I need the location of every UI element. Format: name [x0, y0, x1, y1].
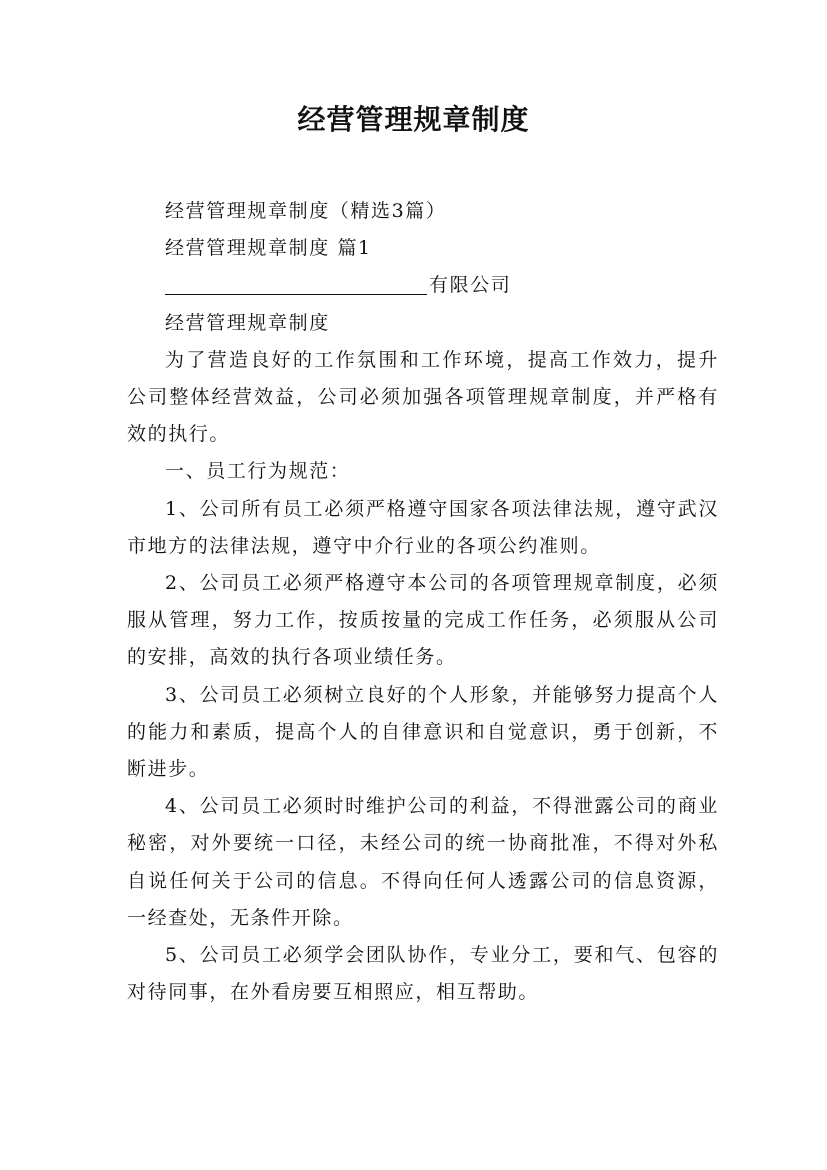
company-name-line — [127, 267, 719, 304]
intro-paragraph: 为了营造良好的工作氛围和工作环境，提高工作效力，提升公司整体经营效益，公司必须加强各项管理规章制度，并严格有效的执行。 — [127, 348, 719, 446]
rule-paragraph-1: 1、公司所有员工必须严格遵守国家各项法律法规，遵守武汉市地方的法律法规，遵守中介行业的各项公约准则。 — [127, 497, 719, 557]
document-title: 经营管理规章制度 — [297, 103, 530, 136]
subtitle-paragraph: 经营管理规章制度（精选3篇） — [165, 200, 447, 222]
rule-paragraph-5: 5、公司员工必须学会团队协作，专业分工，要和气、包容的对待同事，在外看房要互相照应，相互帮助。 — [127, 944, 719, 1004]
company-name-blank — [165, 272, 427, 295]
rule-paragraph-4: 4、公司员工必须时时维护公司的利益，不得泄露公司的商业秘密，对外要统一口径，未经公司的统一协商批准，不得对外私自说任何关于公司的信息。不得向任何人透露公司的信息资源，一经查处，无条件开除。 — [127, 795, 719, 929]
company-suffix: 有限公司 — [429, 274, 512, 297]
rule-paragraph-2: 2、公司员工必须严格遵守本公司的各项管理规章制度，必须服从管理，努力工作，按质按量的完成工作任务，必须服从公司的安排，高效的执行各项业绩任务。 — [127, 572, 719, 669]
document-body — [127, 193, 719, 1011]
rule-paragraph-3: 3、公司员工必须树立良好的个人形象，并能够努力提高个人的能力和素质，提高个人的自律意识和自觉意识，勇于创新，不断进步。 — [127, 683, 719, 781]
section-one-heading: 一、员工行为规范： — [165, 460, 351, 483]
section-heading-paragraph: 经营管理规章制度 篇1 — [165, 237, 372, 260]
regulation-heading-paragraph: 经营管理规章制度 — [165, 311, 330, 334]
